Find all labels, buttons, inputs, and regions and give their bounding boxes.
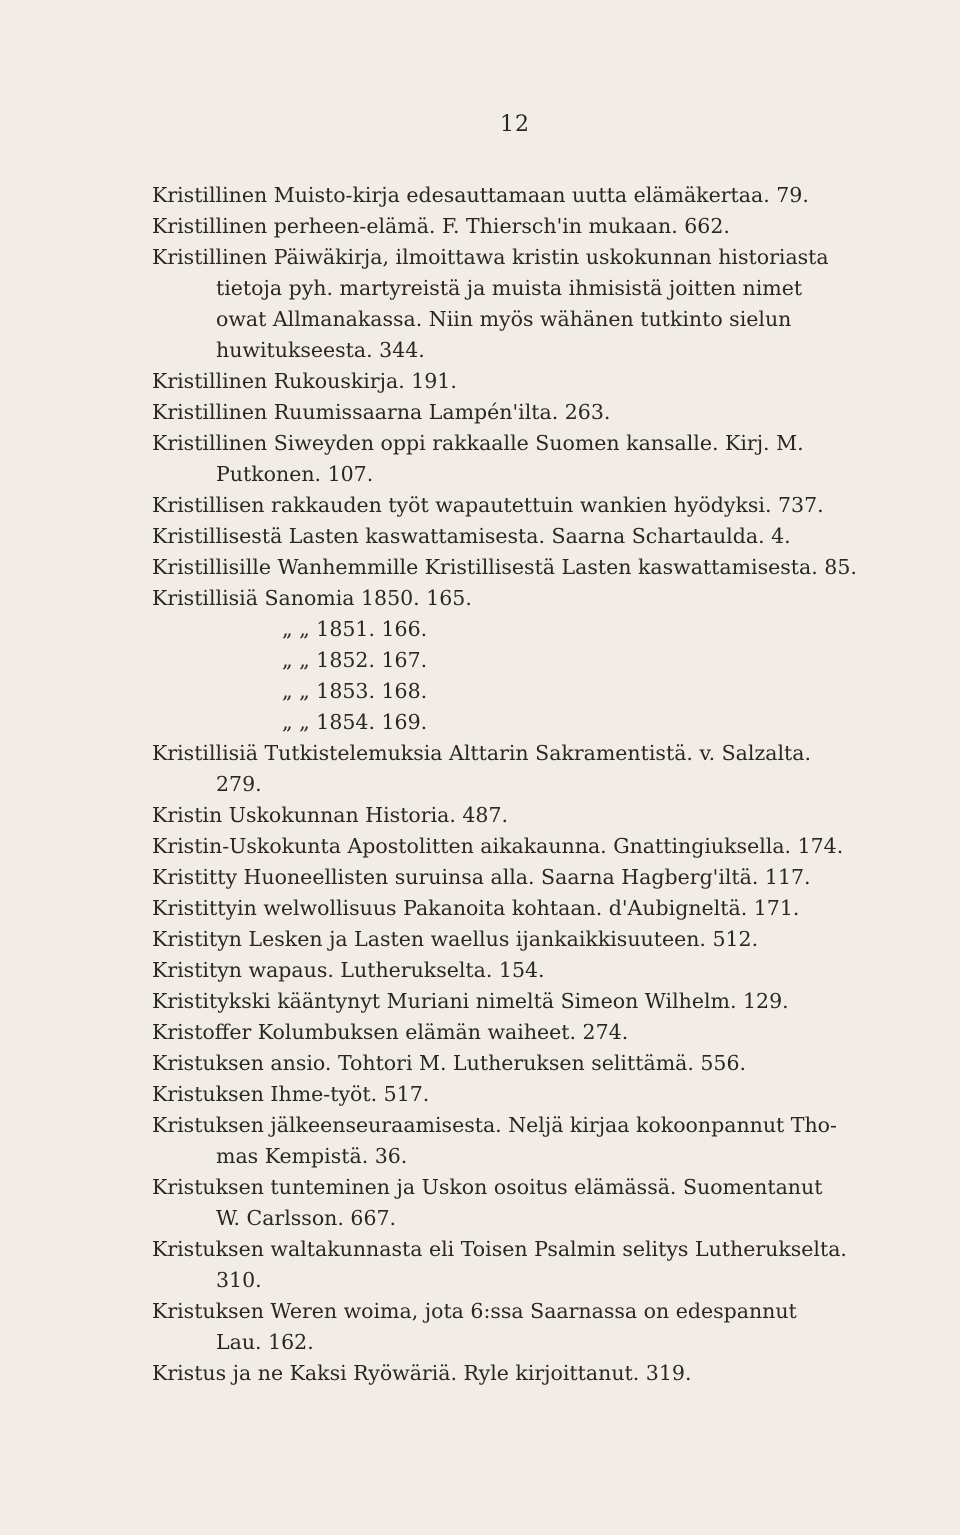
- index-line: Kristus ja ne Kaksi Ryöwäriä. Ryle kirjoittanut. 319.: [152, 1361, 692, 1385]
- index-line-continuation: Lau. 162.: [216, 1330, 314, 1354]
- index-line: Kristillisiä Tutkistelemuksia Alttarin Sakramentistä. v. Salzalta.: [152, 741, 812, 765]
- index-line: Kristillisille Wanhemmille Kristillisestä Lasten kaswattamisesta. 85.: [152, 555, 857, 579]
- index-line: Kristuksen tunteminen ja Uskon osoitus elämässä. Suomentanut: [152, 1175, 823, 1199]
- index-line: Kristuksen waltakunnasta eli Toisen Psalmin selitys Lutherukselta.: [152, 1237, 847, 1261]
- index-line-ditto: „ „ 1851. 166.: [282, 617, 428, 641]
- index-line-ditto: „ „ 1853. 168.: [282, 679, 428, 703]
- index-line: Kristillinen Päiwäkirja, ilmoittawa kristin uskokunnan historiasta: [152, 245, 829, 269]
- page-number: 12: [500, 112, 530, 137]
- index-line: Kristoffer Kolumbuksen elämän waiheet. 274.: [152, 1020, 629, 1044]
- index-line: Kristillinen Siweyden oppi rakkaalle Suomen kansalle. Kirj. M.: [152, 431, 804, 455]
- index-line-continuation: mas Kempistä. 36.: [216, 1144, 408, 1168]
- index-line: Kristillinen Rukouskirja. 191.: [152, 369, 457, 393]
- index-line-ditto: „ „ 1852. 167.: [282, 648, 428, 672]
- index-line: Kristin-Uskokunta Apostolitten aikakaunna. Gnattingiuksella. 174.: [152, 834, 844, 858]
- index-line: Kristillisestä Lasten kaswattamisesta. Saarna Schartaulda. 4.: [152, 524, 791, 548]
- index-line: Kristuksen ansio. Tohtori M. Lutheruksen selittämä. 556.: [152, 1051, 747, 1075]
- index-line: Kristillisiä Sanomia 1850. 165.: [152, 586, 472, 610]
- index-line-ditto: „ „ 1854. 169.: [282, 710, 428, 734]
- index-line: Kristillinen perheen-elämä. F. Thiersch'in mukaan. 662.: [152, 214, 730, 238]
- index-line: Kristittyin welwollisuus Pakanoita kohtaan. d'Aubigneltä. 171.: [152, 896, 800, 920]
- index-line: Kristityn wapaus. Lutherukselta. 154.: [152, 958, 545, 982]
- index-line: Kristuksen Weren woima, jota 6:ssa Saarnassa on edespannut: [152, 1299, 797, 1323]
- index-line: Kristityn Lesken ja Lasten waellus ijankaikkisuuteen. 512.: [152, 927, 759, 951]
- index-line: Kristuksen Ihme-työt. 517.: [152, 1082, 430, 1106]
- index-line: Kristin Uskokunnan Historia. 487.: [152, 803, 509, 827]
- index-line-continuation: owat Allmanakassa. Niin myös wähänen tutkinto sielun: [216, 307, 792, 331]
- index-line: Kristitty Huoneellisten suruinsa alla. Saarna Hagberg'iltä. 117.: [152, 865, 811, 889]
- index-line-continuation: W. Carlsson. 667.: [216, 1206, 397, 1230]
- index-line-continuation: 310.: [216, 1268, 262, 1292]
- index-line-continuation: 279.: [216, 772, 262, 796]
- index-line: Kristuksen jälkeenseuraamisesta. Neljä kirjaa kokoonpannut Tho-: [152, 1113, 837, 1137]
- index-line: Kristillinen Muisto-kirja edesauttamaan uutta elämäkertaa. 79.: [152, 183, 809, 207]
- index-line: Kristillisen rakkauden työt wapautettuin wankien hyödyksi. 737.: [152, 493, 824, 517]
- index-line: Kristillinen Ruumissaarna Lampén'ilta. 263.: [152, 400, 611, 424]
- index-line-continuation: huwitukseesta. 344.: [216, 338, 425, 362]
- index-line-continuation: Putkonen. 107.: [216, 462, 374, 486]
- index-line-continuation: tietoja pyh. martyreistä ja muista ihmisistä joitten nimet: [216, 276, 803, 300]
- index-line: Kristitykski kääntynyt Muriani nimeltä Simeon Wilhelm. 129.: [152, 989, 789, 1013]
